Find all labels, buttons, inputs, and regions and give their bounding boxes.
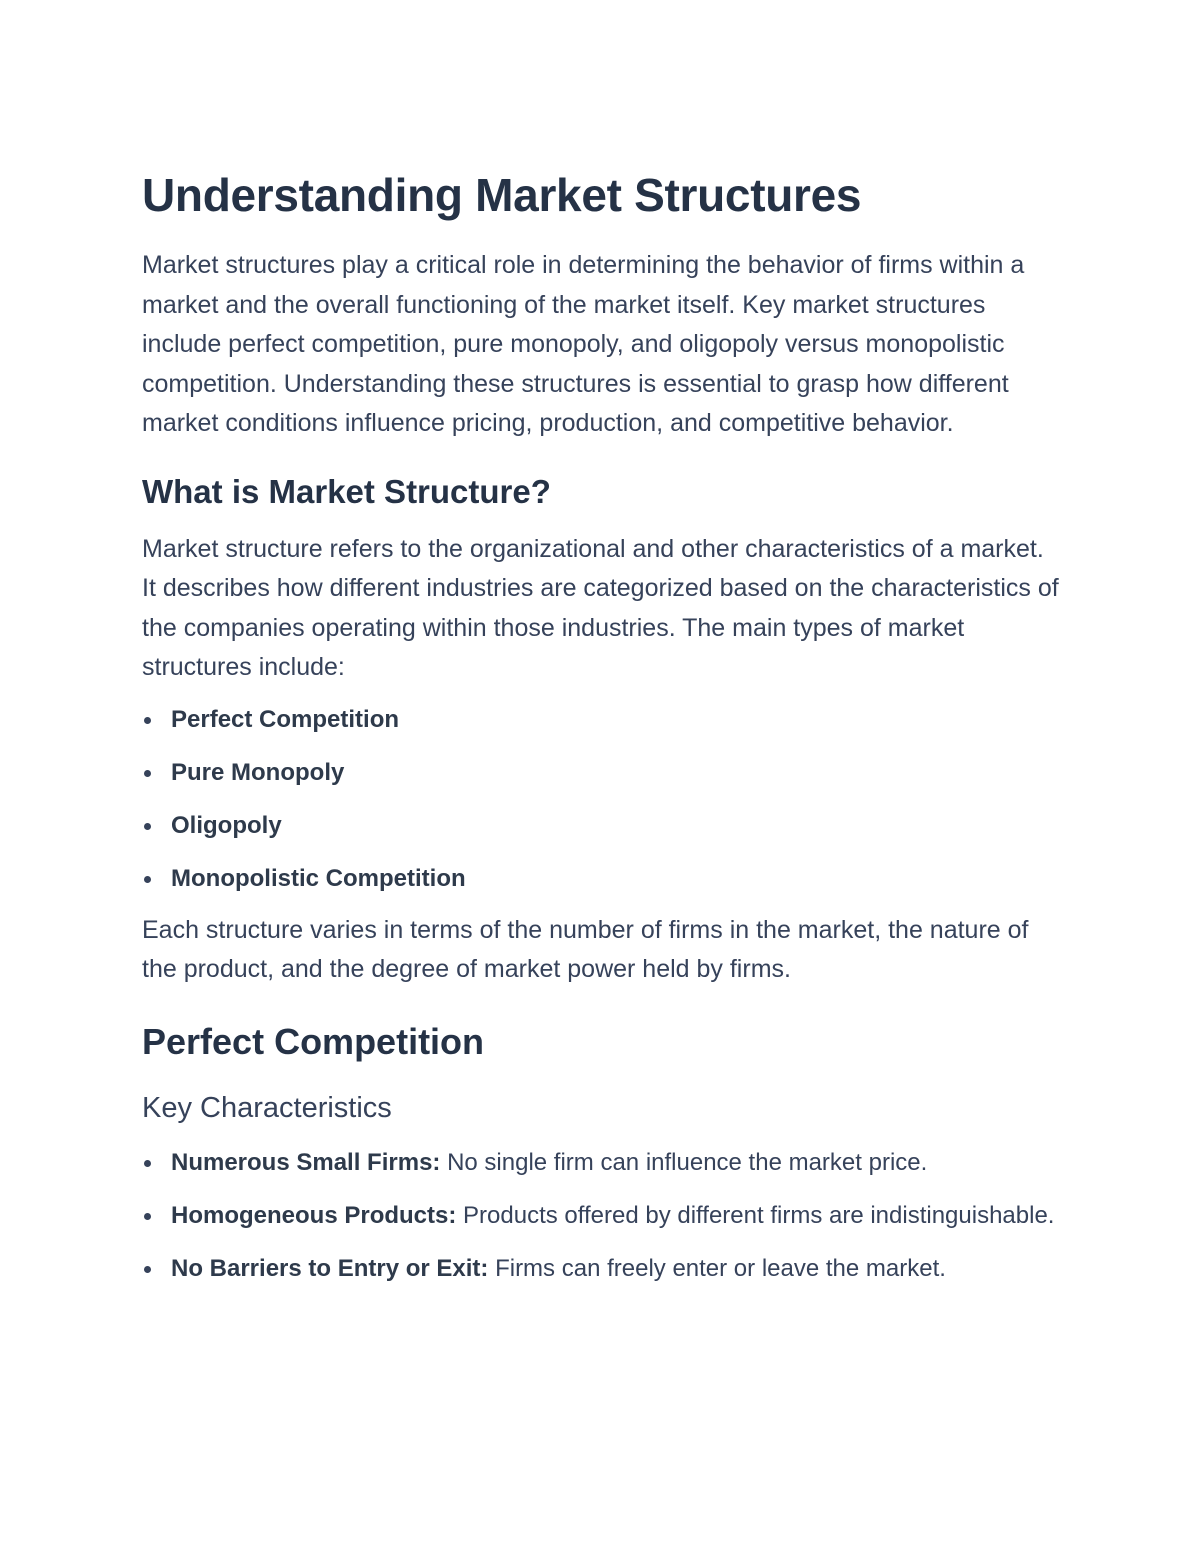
subheading-key-characteristics: Key Characteristics	[142, 1091, 392, 1124]
list-item	[142, 753, 1062, 793]
section-heading-perfect-competition: Perfect Competition	[142, 1020, 485, 1062]
list-item-label: Pure Monopoly	[171, 758, 345, 786]
list-item	[142, 700, 1062, 740]
bullet-icon	[144, 823, 151, 830]
characteristic-text: No single firm can influence the market price.	[440, 1148, 928, 1176]
characteristics-list	[142, 1143, 1062, 1289]
characteristic-text: Firms can freely enter or leave the market.	[488, 1254, 946, 1282]
list-item-label: Perfect Competition	[171, 705, 400, 733]
bullet-icon	[144, 717, 151, 724]
bullet-icon	[144, 1160, 151, 1167]
bullet-icon	[144, 1266, 151, 1273]
intro-paragraph: Market structures play a critical role in determining the behavior of firms within a market and the overall functioning of the market itself. Key market structures include perfect competition, pure monopoly, and oligopoly versus monopolistic competition. Understanding these structures is essential to grasp how different market conditions influence pricing, production, and competitive behavior.	[142, 251, 1025, 437]
bullet-icon	[144, 1213, 151, 1220]
section-heading-what-is: What is Market Structure?	[142, 472, 551, 510]
bullet-icon	[144, 876, 151, 883]
characteristic-term: Numerous Small Firms:	[171, 1148, 441, 1176]
characteristic-term: Homogeneous Products:	[171, 1201, 457, 1229]
list-item	[142, 1143, 1062, 1183]
characteristic-term: No Barriers to Entry or Exit:	[171, 1254, 489, 1282]
bullet-icon	[144, 770, 151, 777]
list-item	[142, 1196, 1062, 1236]
market-types-list	[142, 700, 1062, 899]
document-page	[142, 166, 1062, 1302]
characteristic-text: Products offered by different firms are indistinguishable.	[456, 1201, 1055, 1229]
list-item-label: Monopolistic Competition	[171, 864, 466, 892]
what-is-paragraph: Market structure refers to the organizational and other characteristics of a market. It describes how different industries are categorized based on the characteristics of the companies operating within those industries. The main types of market structures include:	[142, 534, 1059, 681]
page-title: Understanding Market Structures	[142, 169, 862, 221]
list-item	[142, 1249, 1062, 1289]
list-item	[142, 806, 1062, 846]
list-item	[142, 859, 1062, 899]
list-item-label: Oligopoly	[171, 811, 282, 839]
structure-variation-paragraph: Each structure varies in terms of the number of firms in the market, the nature of the product, and the degree of market power held by firms.	[142, 915, 1029, 983]
